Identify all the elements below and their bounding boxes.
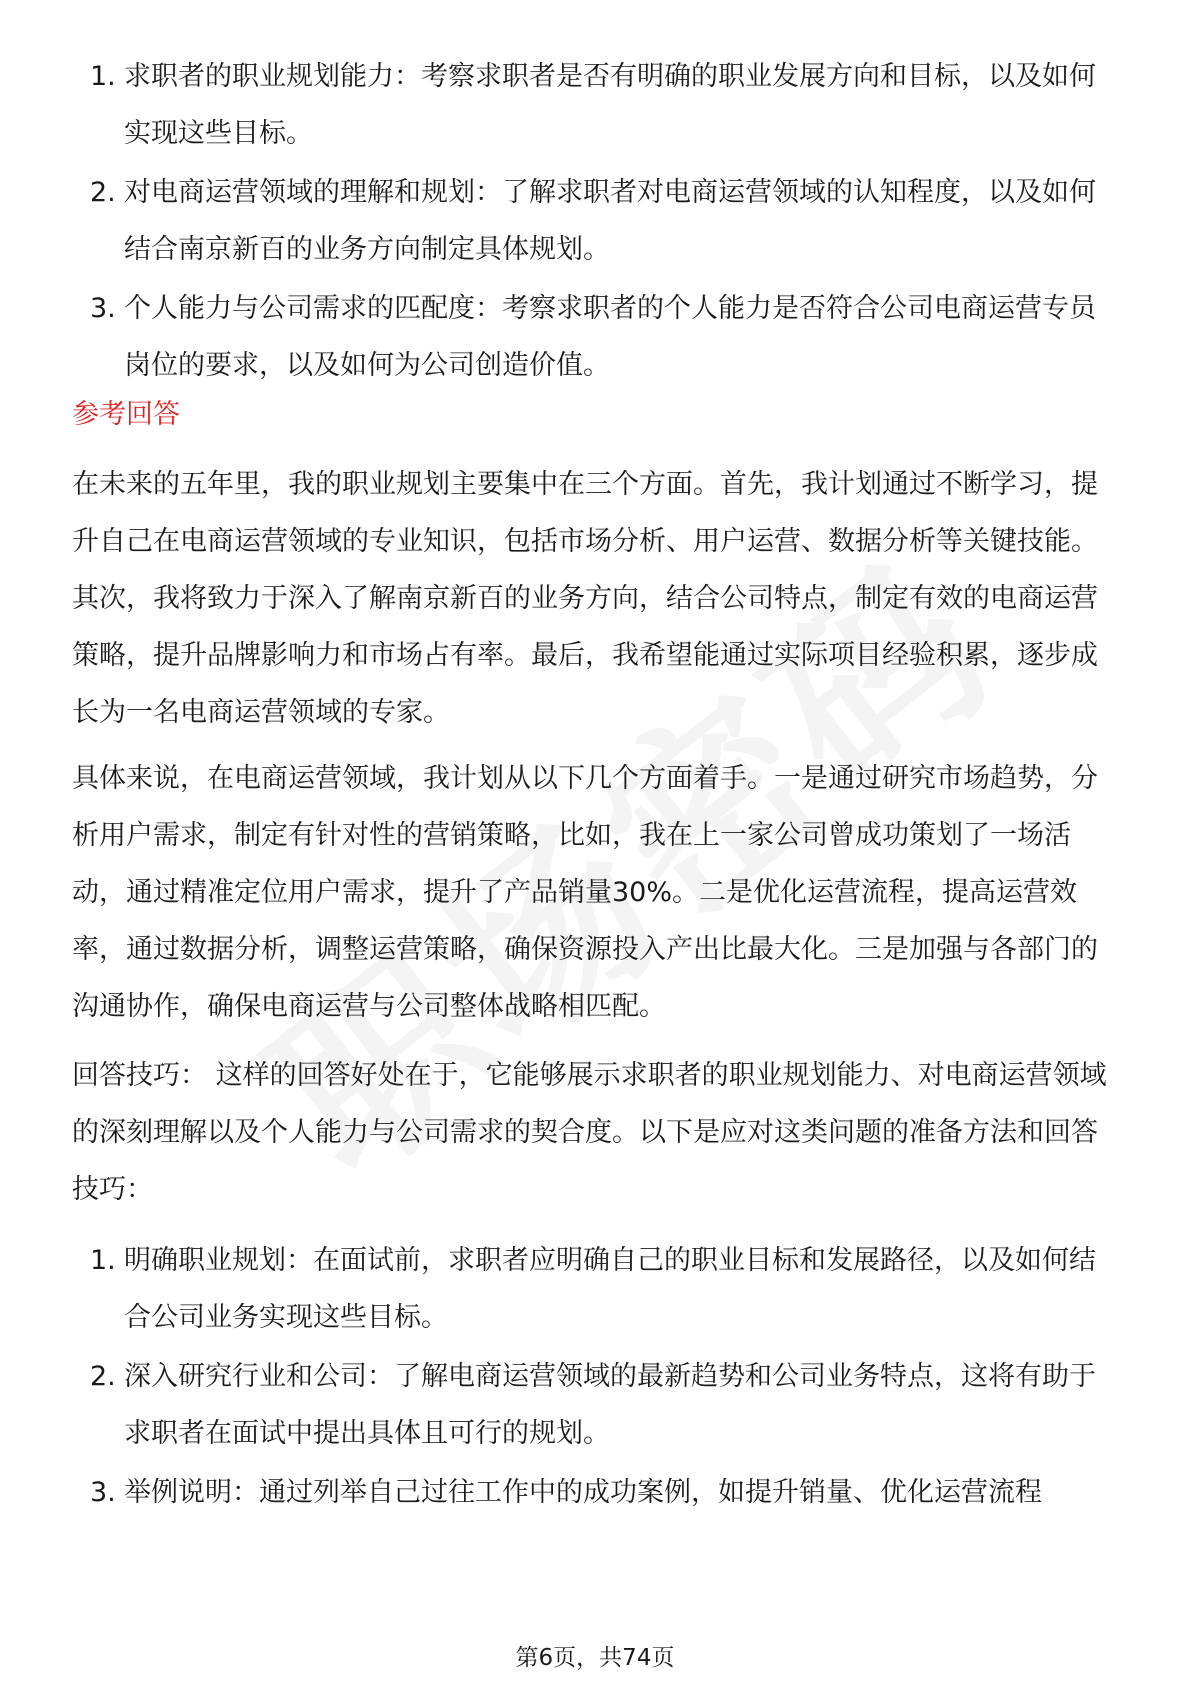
list-item — [72, 280, 1122, 394]
list-item-text: 求职者的职业规划能力：考察求职者是否有明确的职业发展方向和目标，以及如何实现这些目标。 — [124, 61, 1096, 149]
list-number: 1. — [90, 61, 116, 92]
list-item — [72, 1232, 1122, 1346]
answer-paragraph-1: 在未来的五年里，我的职业规划主要集中在三个方面。首先，我计划通过不断学习，提升自己在电商运营领域的专业知识，包括市场分析、用户运营、数据分析等关键技能。其次，我将致力于深入了解南京新百的业务方向，结合公司特点，制定有效的电商运营策略，提升品牌影响力和市场占有率。最后，我希望能通过实际项目经验积累，逐步成长为一名电商运营领域的专家。 — [72, 469, 1098, 728]
list-item-text: 举例说明：通过列举自己过往工作中的成功案例，如提升销量、优化运营流程 — [124, 1477, 1042, 1508]
list-item-text: 明确职业规划：在面试前，求职者应明确自己的职业目标和发展路径，以及如何结合公司业务实现这些目标。 — [124, 1245, 1096, 1333]
evaluation-points-list — [72, 48, 1122, 396]
list-item-text: 个人能力与公司需求的匹配度：考察求职者的个人能力是否符合公司电商运营专员岗位的要求，以及如何为公司创造价值。 — [124, 293, 1096, 381]
answer-tips-paragraph: 回答技巧： 这样的回答好处在于，它能够展示求职者的职业规划能力、对电商运营领域的深刻理解以及个人能力与公司需求的契合度。以下是应对这类问题的准备方法和回答技巧： — [72, 1060, 1107, 1205]
page-number-footer: 第6页，共74页 — [515, 1645, 675, 1671]
list-item — [72, 48, 1122, 162]
list-number: 3. — [90, 293, 116, 324]
list-number: 1. — [90, 1245, 116, 1276]
list-number: 3. — [90, 1477, 116, 1508]
list-item — [72, 1464, 1122, 1521]
answer-paragraph-2: 具体来说，在电商运营领域，我计划从以下几个方面着手。一是通过研究市场趋势，分析用户需求，制定有针对性的营销策略，比如，我在上一家公司曾成功策划了一场活动，通过精准定位用户需求，提升了产品销量30%。二是优化运营流程，提高运营效率，通过数据分析，调整运营策略，确保资源投入产出比最大化。三是加强与各部门的沟通协作，确保电商运营与公司整体战略相匹配。 — [72, 763, 1098, 1022]
list-item — [72, 164, 1122, 278]
list-item — [72, 1348, 1122, 1462]
list-item-text: 对电商运营领域的理解和规划：了解求职者对电商运营领域的认知程度，以及如何结合南京新百的业务方向制定具体规划。 — [124, 177, 1096, 265]
list-item-text: 深入研究行业和公司：了解电商运营领域的最新趋势和公司业务特点，这将有助于求职者在面试中提出具体且可行的规划。 — [124, 1361, 1096, 1449]
reference-answer-heading: 参考回答 — [72, 399, 180, 430]
list-number: 2. — [90, 177, 116, 208]
list-number: 2. — [90, 1361, 116, 1392]
tips-list — [72, 1232, 1122, 1523]
